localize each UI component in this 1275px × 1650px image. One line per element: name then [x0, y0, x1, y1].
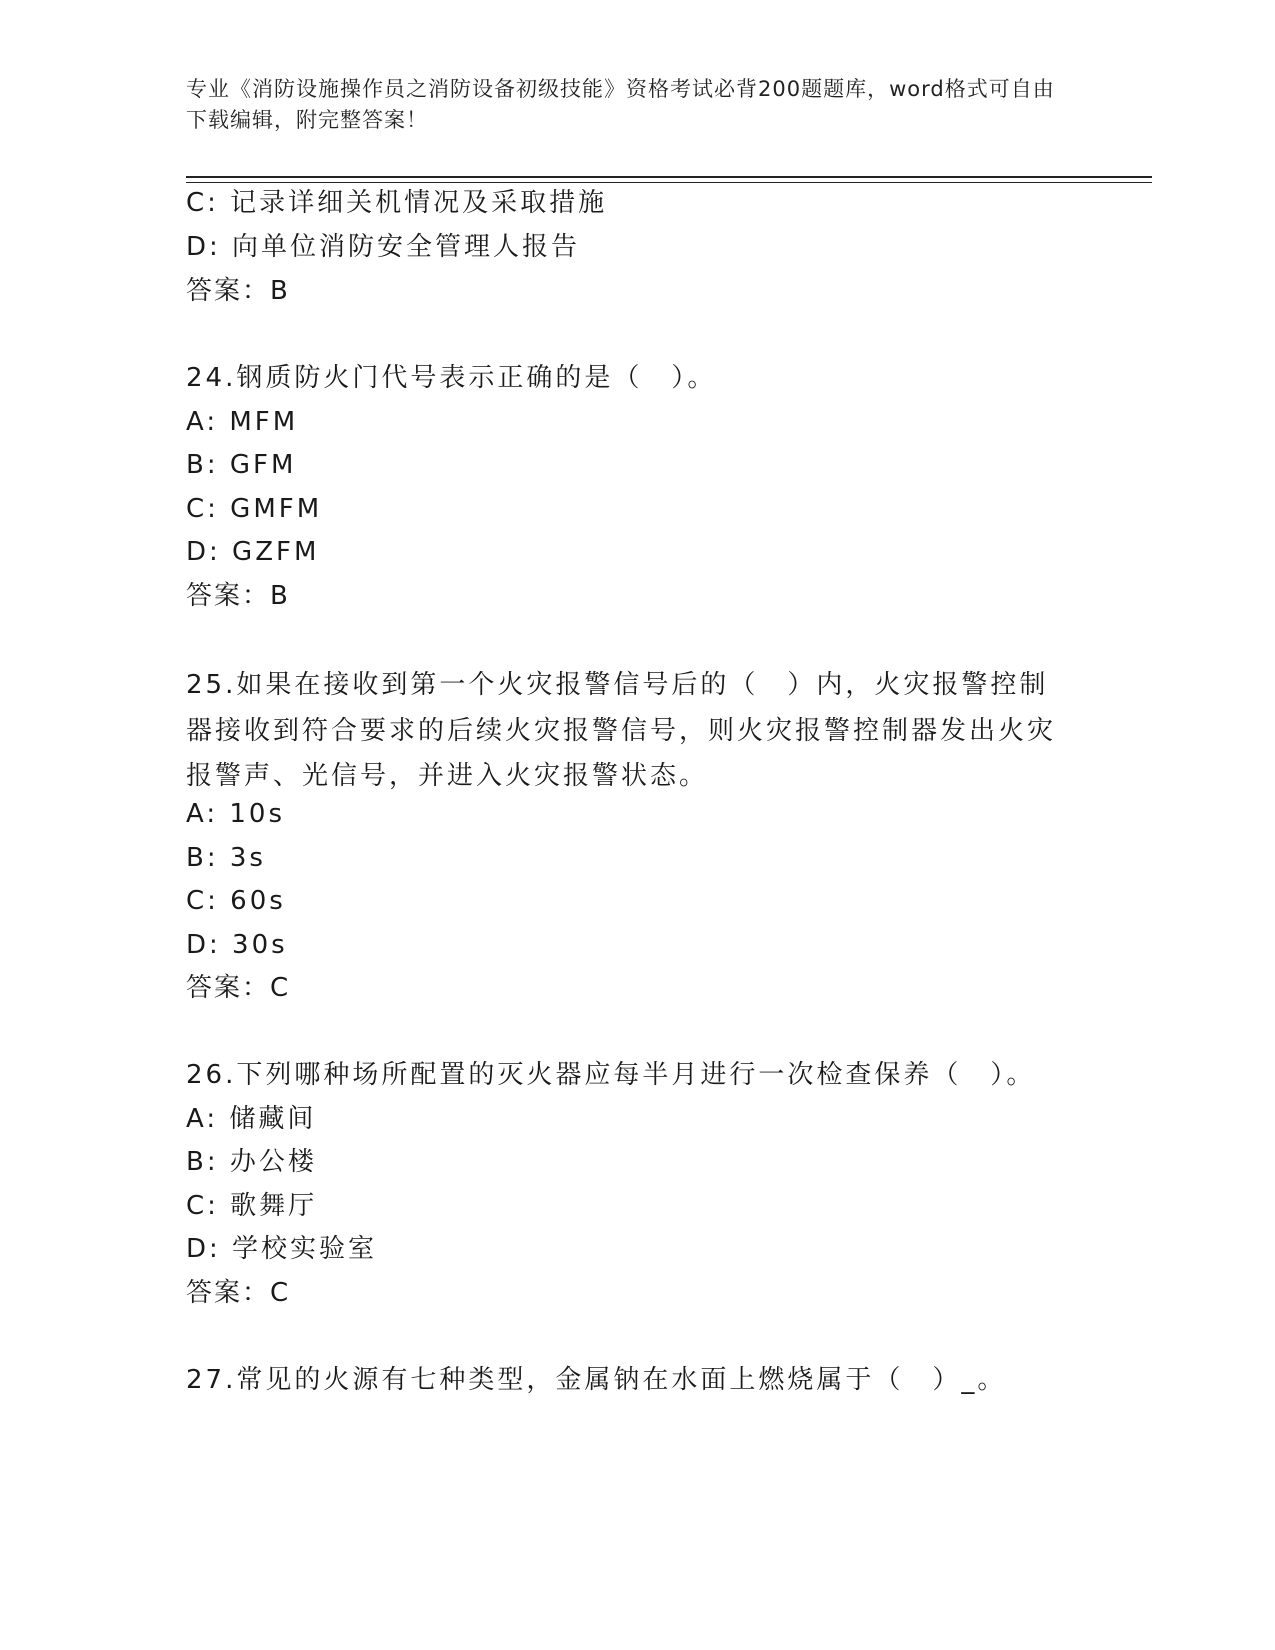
question-26-stem: 26.下列哪种场所配置的灭火器应每半月进行一次检查保养（ ）。 [186, 1060, 1036, 1090]
question-26-option-d: D: 学校实验室 [186, 1234, 378, 1264]
question-24-option-b: B: GFM [186, 450, 297, 480]
question-24-stem: 24.钢质防火门代号表示正确的是（ ）。 [186, 363, 717, 393]
question-27-stem: 27.常见的火源有七种类型，金属钠在水面上燃烧属于（ ）_。 [186, 1365, 1007, 1395]
option-d: D: 向单位消防安全管理人报告 [186, 232, 581, 262]
question-24-option-a: A: MFM [186, 407, 299, 437]
question-26-option-c: C: 歌舞厅 [186, 1191, 318, 1221]
question-24-answer: 答案：B [186, 581, 290, 611]
question-25-option-c: C: 60s [186, 886, 286, 916]
question-26-answer: 答案：C [186, 1278, 291, 1308]
document-header: 专业《消防设施操作员之消防设备初级技能》资格考试必背200题题库，word格式可自由下载编辑，附完整答案！ [186, 77, 1055, 132]
question-25-answer: 答案：C [186, 973, 291, 1003]
question-26-option-a: A: 储藏间 [186, 1104, 317, 1134]
option-c: C: 记录详细关机情况及采取措施 [186, 188, 608, 218]
question-24-option-c: C: GMFM [186, 494, 323, 524]
question-26-option-b: B: 办公楼 [186, 1147, 317, 1177]
header-divider-thick [186, 176, 1152, 178]
question-24-option-d: D: GZFM [186, 537, 320, 567]
header-divider-thin [186, 182, 1152, 183]
question-25-option-b: B: 3s [186, 843, 266, 873]
question-25-option-d: D: 30s [186, 930, 288, 960]
answer: 答案：B [186, 276, 290, 306]
question-25-option-a: A: 10s [186, 799, 285, 829]
question-25-stem: 25.如果在接收到第一个火灾报警信号后的（ ）内，火灾报警控制器接收到符合要求的后续火灾报警信号，则火灾报警控制器发出火灾报警声、光信号，并进入火灾报警状态。 [186, 670, 1057, 791]
